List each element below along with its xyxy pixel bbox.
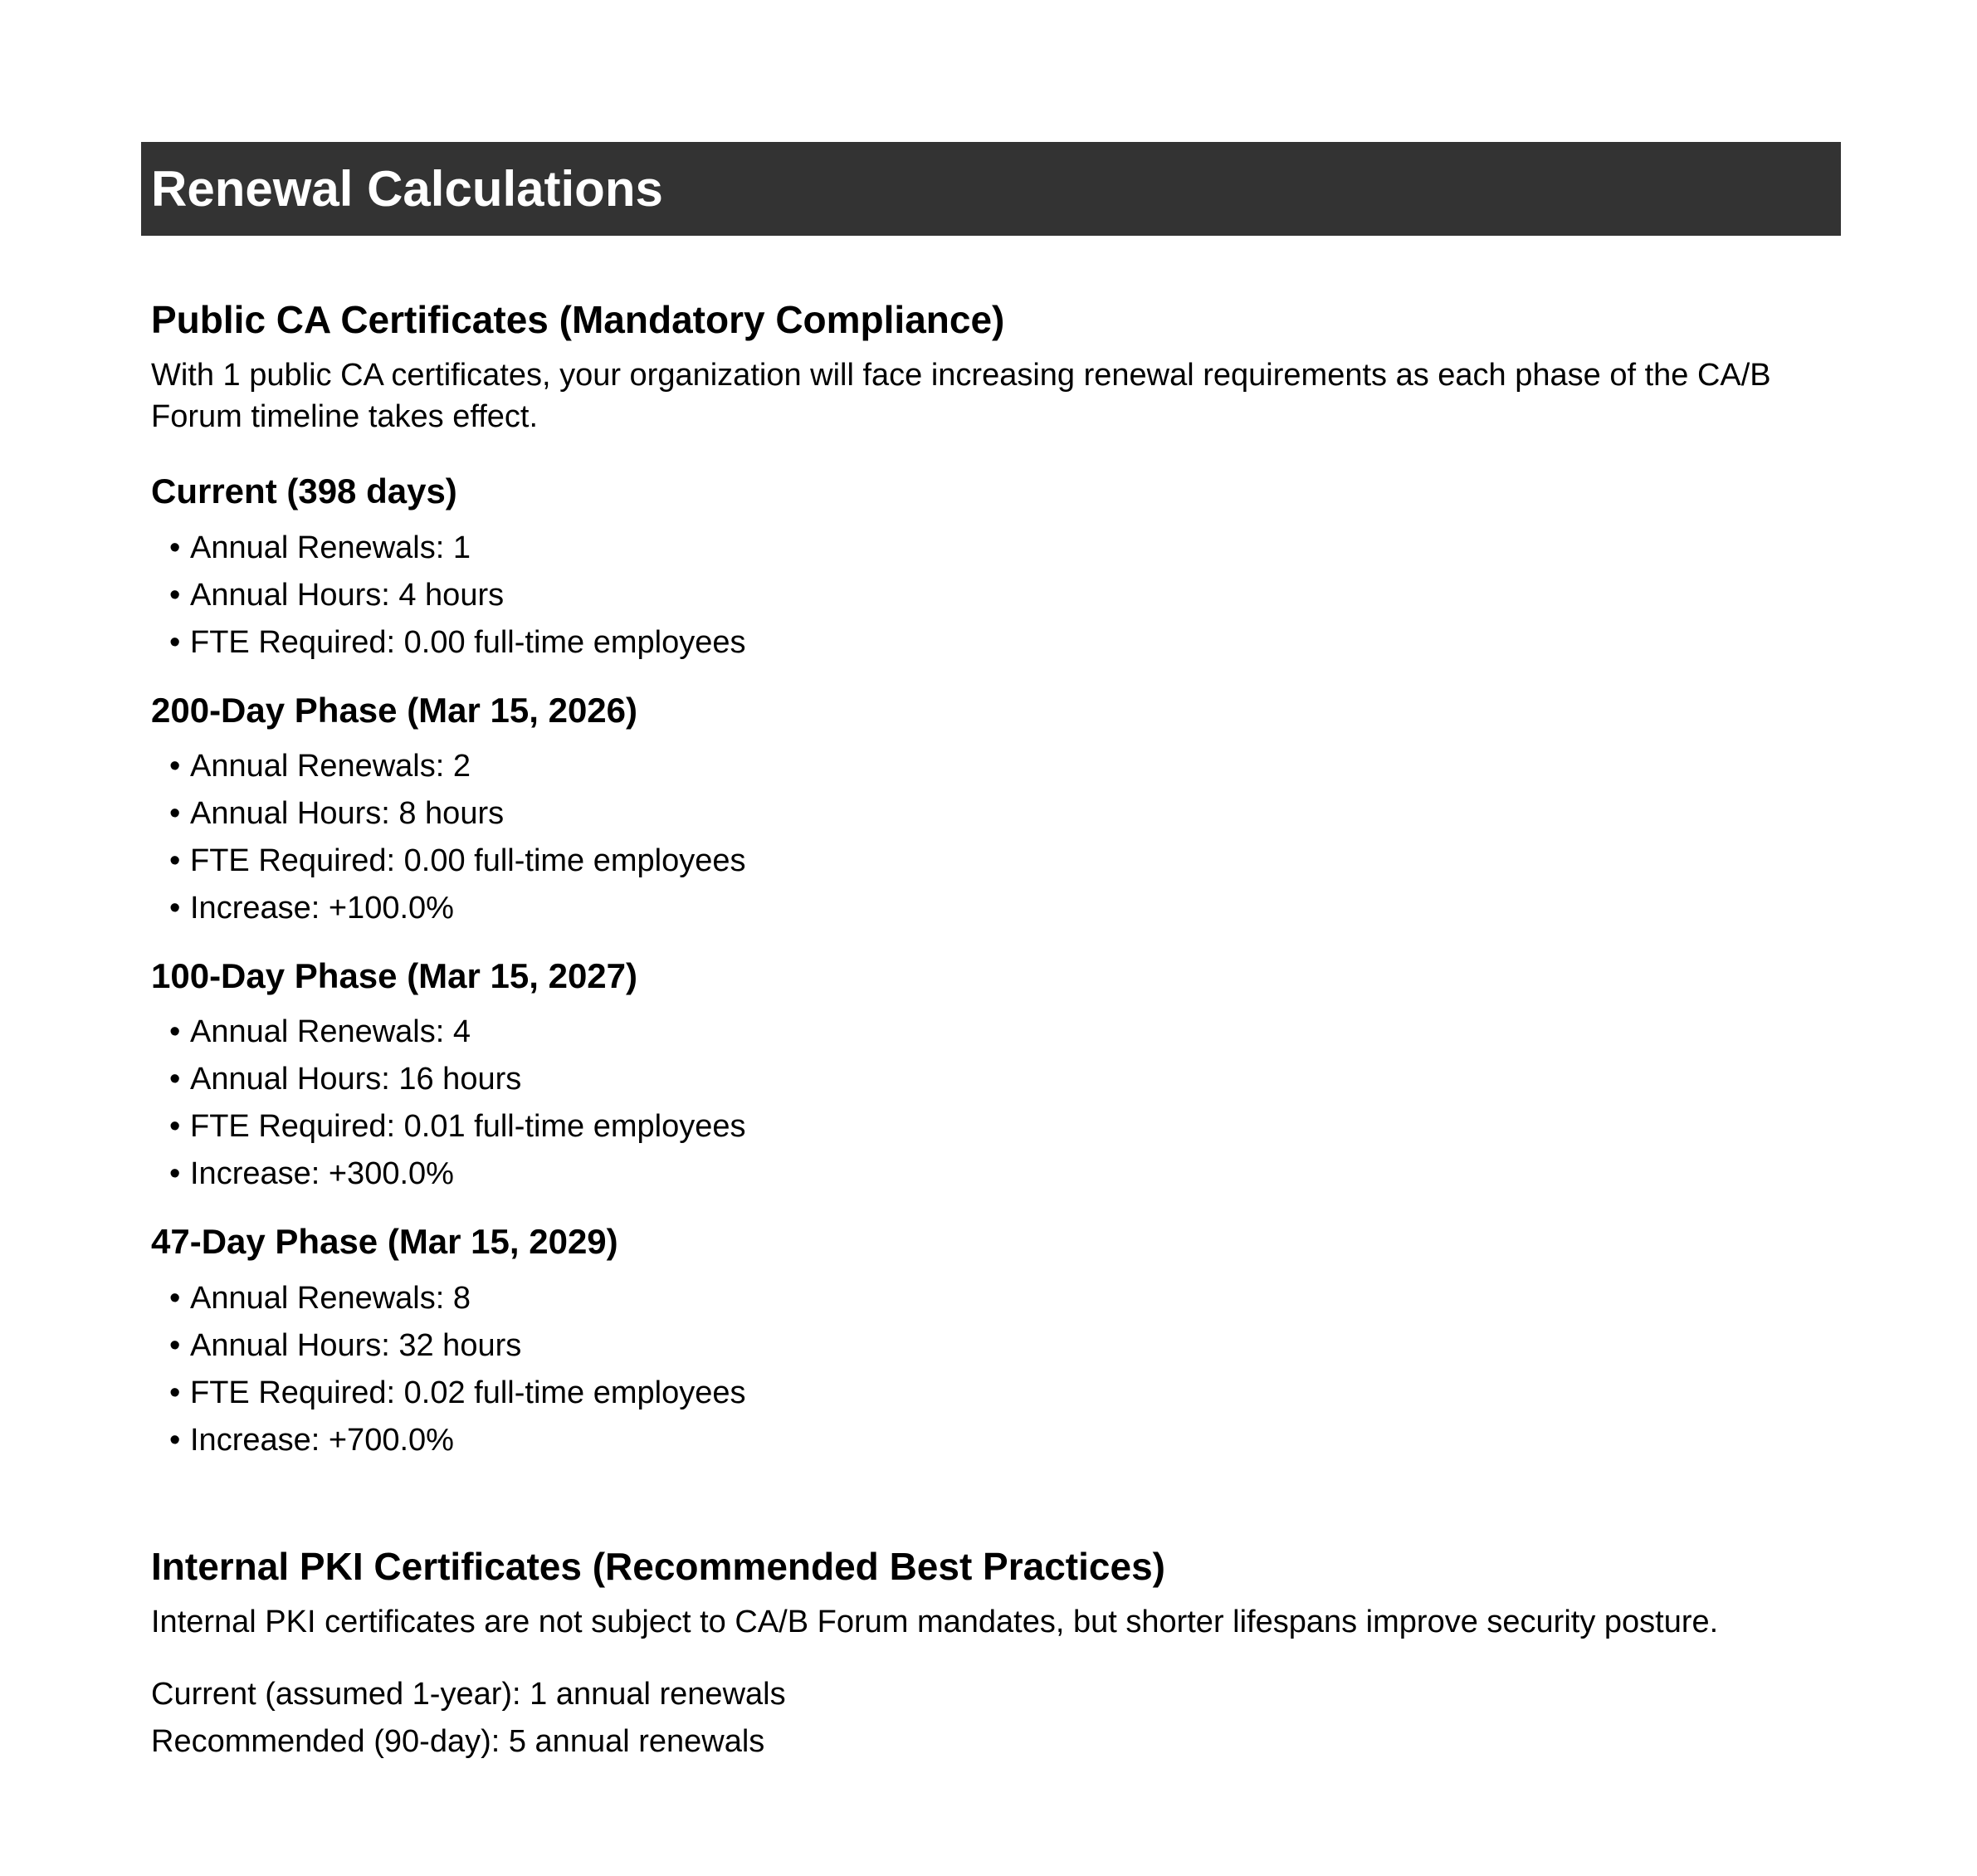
metric-text: Annual Hours: 16 hours xyxy=(190,1062,522,1097)
list-item xyxy=(169,1370,1841,1417)
metric-text: Annual Hours: 8 hours xyxy=(190,795,505,831)
bullet-icon: • xyxy=(169,843,181,878)
phase-metrics-list xyxy=(151,743,1841,932)
phase-heading: 100-Day Phase (Mar 15, 2027) xyxy=(151,955,638,995)
metric-text: FTE Required: 0.00 full-time employees xyxy=(190,624,746,660)
metric-text: Increase: +300.0% xyxy=(190,1156,454,1192)
phase-200-day xyxy=(151,690,1841,932)
phase-metrics-list xyxy=(151,525,1841,667)
bullet-icon: • xyxy=(169,1280,181,1316)
phase-heading: Current (398 days) xyxy=(151,471,457,511)
bullet-icon: • xyxy=(169,1422,181,1458)
metric-text: FTE Required: 0.00 full-time employees xyxy=(190,843,746,878)
bullet-icon: • xyxy=(169,748,181,784)
phase-current xyxy=(151,471,1841,666)
list-item xyxy=(169,1009,1841,1056)
metric-text: Annual Renewals: 8 xyxy=(190,1280,471,1316)
internal-pki-intro: Internal PKI certificates are not subject to CA/B Forum mandates, but shorter lifespans improve security posture. xyxy=(151,1604,1719,1639)
bullet-icon: • xyxy=(169,577,181,613)
bullet-icon: • xyxy=(169,890,181,926)
list-item xyxy=(169,1056,1841,1103)
list-item xyxy=(169,1322,1841,1370)
metric-text: FTE Required: 0.02 full-time employees xyxy=(190,1375,746,1410)
list-item xyxy=(169,1417,1841,1464)
section-banner xyxy=(141,142,1841,236)
phase-metrics-list xyxy=(151,1009,1841,1198)
section-title: Renewal Calculations xyxy=(151,160,663,217)
phase-heading: 47-Day Phase (Mar 15, 2029) xyxy=(151,1222,618,1262)
internal-pki-summary xyxy=(151,1671,1841,1766)
list-item xyxy=(169,885,1841,932)
phase-47-day xyxy=(151,1221,1841,1463)
list-item xyxy=(169,1103,1841,1151)
list-item xyxy=(169,525,1841,572)
bullet-icon: • xyxy=(169,1062,181,1097)
phase-100-day xyxy=(151,955,1841,1198)
internal-current-line: Current (assumed 1-year): 1 annual renewals xyxy=(151,1676,786,1712)
bullet-icon: • xyxy=(169,1014,181,1050)
bullet-icon: • xyxy=(169,795,181,831)
metric-text: FTE Required: 0.01 full-time employees xyxy=(190,1109,746,1145)
metric-text: Annual Renewals: 4 xyxy=(190,1014,471,1050)
internal-recommended-line: Recommended (90-day): 5 annual renewals xyxy=(151,1723,765,1759)
metric-text: Annual Hours: 32 hours xyxy=(190,1327,522,1363)
internal-pki-heading: Internal PKI Certificates (Recommended Best Practices) xyxy=(151,1544,1165,1588)
public-ca-heading: Public CA Certificates (Mandatory Compliance) xyxy=(151,298,1005,341)
bullet-icon: • xyxy=(169,530,181,565)
phase-heading: 200-Day Phase (Mar 15, 2026) xyxy=(151,690,638,730)
bullet-icon: • xyxy=(169,1156,181,1192)
bullet-icon: • xyxy=(169,1327,181,1363)
list-item xyxy=(169,790,1841,838)
metric-text: Increase: +700.0% xyxy=(190,1422,454,1458)
bullet-icon: • xyxy=(169,624,181,660)
bullet-icon: • xyxy=(169,1109,181,1145)
document-page xyxy=(141,142,1841,1766)
list-item xyxy=(169,619,1841,667)
metric-text: Annual Hours: 4 hours xyxy=(190,577,505,613)
metric-text: Increase: +100.0% xyxy=(190,890,454,926)
public-ca-intro: With 1 public CA certificates, your organization will face increasing renewal requirements as each phase of the CA/B Forum timeline takes effect. xyxy=(151,358,1771,435)
list-item xyxy=(169,1275,1841,1322)
list-item xyxy=(169,1151,1841,1198)
list-item xyxy=(169,743,1841,790)
section-content xyxy=(141,297,1841,1766)
list-item xyxy=(169,838,1841,885)
bullet-icon: • xyxy=(169,1375,181,1410)
phase-metrics-list xyxy=(151,1275,1841,1464)
metric-text: Annual Renewals: 2 xyxy=(190,748,471,784)
list-item xyxy=(169,572,1841,619)
metric-text: Annual Renewals: 1 xyxy=(190,530,471,565)
